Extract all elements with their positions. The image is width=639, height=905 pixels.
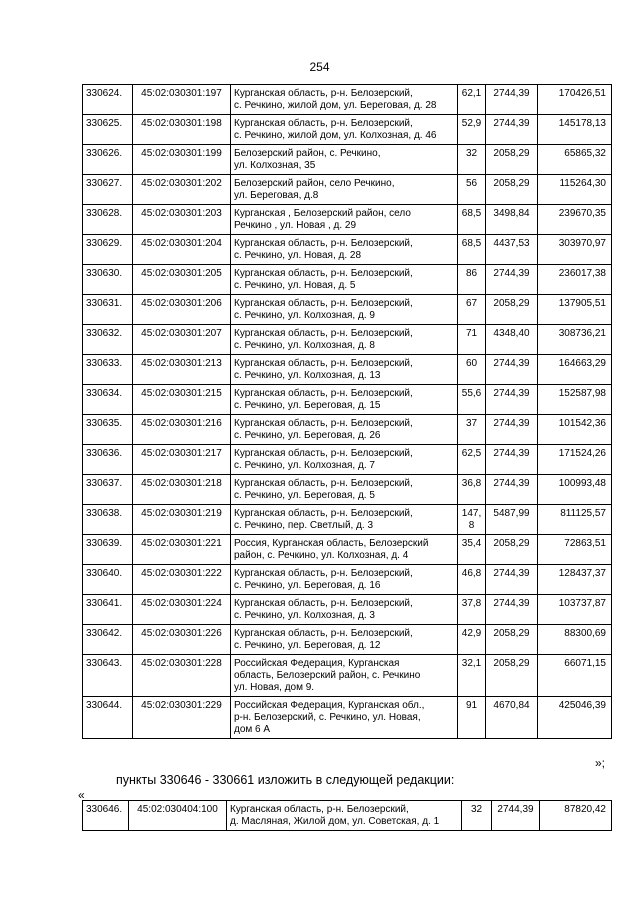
address-cell [231,175,458,205]
table-row [83,415,612,445]
address-cell [231,445,458,475]
rate-cell: 2744,39 [486,565,538,595]
rate-cell: 2744,39 [486,445,538,475]
address-line: р-н. Белозерский, с. Речкино, ул. Новая, [234,712,421,723]
area-cell: 46,8 [458,565,486,595]
cadastral-number-cell: 45:02:030301:218 [133,475,231,505]
row-number-cell: 330630. [83,265,133,295]
area-cell: 62,1 [458,85,486,115]
area-cell: 71 [458,325,486,355]
address-cell [231,697,458,739]
area-cell: 147,8 [458,505,486,535]
address-line: Курганская область, р-н. Белозерский, [234,358,413,369]
rate-cell: 2058,29 [486,655,538,697]
row-number-cell: 330631. [83,295,133,325]
value-cell: 145178,13 [538,115,612,145]
value-cell: 65865,32 [538,145,612,175]
table-row [83,175,612,205]
area-cell: 67 [458,295,486,325]
rate-cell: 2744,39 [486,355,538,385]
area-cell: 68,5 [458,205,486,235]
value-cell: 128437,37 [538,565,612,595]
closing-quote: »; [595,756,606,770]
rate-cell: 2744,39 [486,385,538,415]
area-cell: 32,1 [458,655,486,697]
cadastral-number-cell: 45:02:030301:221 [133,535,231,565]
rate-cell: 2058,29 [486,625,538,655]
area-cell: 35,4 [458,535,486,565]
address-cell [231,595,458,625]
value-cell: 171524,26 [538,445,612,475]
address-line: ул. Береговая, д.8 [234,190,319,201]
address-cell [231,235,458,265]
page-number: 254 [309,60,330,74]
area-cell: 37,8 [458,595,486,625]
value-cell: 88300,69 [538,625,612,655]
rate-cell: 4348,40 [486,325,538,355]
address-line: Российская Федерация, Курганская [234,658,400,669]
address-line: Российская Федерация, Курганская обл., [234,700,425,711]
area-cell: 62,5 [458,445,486,475]
value-cell: 137905,51 [538,295,612,325]
row-number-cell: 330644. [83,697,133,739]
address-line: Курганская область, р-н. Белозерский, [234,508,413,519]
address-line: область, Белозерский район, с. Речкино [234,670,421,681]
address-cell [231,475,458,505]
row-number-cell: 330629. [83,235,133,265]
rate-cell: 2744,39 [486,85,538,115]
rate-cell: 2058,29 [486,145,538,175]
cadastral-number-cell: 45:02:030301:199 [133,145,231,175]
address-line: с. Речкино, ул. Береговая, д. 15 [234,400,381,411]
row-number-cell: 330624. [83,85,133,115]
address-line: ул. Колхозная, 35 [234,160,316,171]
address-cell [231,205,458,235]
address-cell [231,505,458,535]
cadastral-number-cell: 45:02:030301:215 [133,385,231,415]
area-cell: 52,9 [458,115,486,145]
cadastral-number-cell: 45:02:030301:213 [133,355,231,385]
value-cell: 303970,97 [538,235,612,265]
value-cell: 100993,48 [538,475,612,505]
rate-cell: 3498,84 [486,205,538,235]
property-table-continued-body [83,801,612,831]
table-row [83,325,612,355]
address-cell [227,801,462,831]
address-line: Курганская область, р-н. Белозерский, [234,388,413,399]
address-line: с. Речкино, ул. Новая, д. 28 [234,250,362,261]
address-cell [231,655,458,697]
row-number-cell: 330639. [83,535,133,565]
row-number-cell: 330642. [83,625,133,655]
rate-cell: 2058,29 [486,295,538,325]
cadastral-number-cell: 45:02:030301:198 [133,115,231,145]
address-line: Курганская область, р-н. Белозерский, [234,418,413,429]
value-cell: 308736,21 [538,325,612,355]
address-line: Курганская область, р-н. Белозерский, [234,268,413,279]
address-line: с. Речкино, ул. Новая, д. 5 [234,280,356,291]
address-line: район, с. Речкино, ул. Колхозная, д. 4 [234,550,409,561]
area-cell: 68,5 [458,235,486,265]
value-cell: 66071,15 [538,655,612,697]
table-row [83,697,612,739]
cadastral-number-cell: 45:02:030301:202 [133,175,231,205]
row-number-cell: 330636. [83,445,133,475]
address-cell [231,85,458,115]
address-line: Курганская область, р-н. Белозерский, [234,598,413,609]
cadastral-number-cell: 45:02:030301:216 [133,415,231,445]
property-table [82,84,612,739]
address-line: Белозерский район, село Речкино, [234,178,395,189]
row-number-cell: 330635. [83,415,133,445]
cadastral-number-cell: 45:02:030301:206 [133,295,231,325]
table-row [83,535,612,565]
table-row [83,565,612,595]
address-cell [231,325,458,355]
value-cell: 152587,98 [538,385,612,415]
address-line: с. Речкино, жилой дом, ул. Береговая, д. 28 [234,100,437,111]
row-number-cell: 330633. [83,355,133,385]
address-line: с. Речкино, ул. Береговая, д. 5 [234,490,375,501]
address-line: Курганская область, р-н. Белозерский, [234,298,413,309]
address-line: с. Речкино, ул. Колхозная, д. 3 [234,610,375,621]
row-number-cell: 330625. [83,115,133,145]
address-line: Курганская область, р-н. Белозерский, [234,628,413,639]
value-cell: 87820,42 [540,801,612,831]
table-row [83,205,612,235]
cadastral-number-cell: 45:02:030301:217 [133,445,231,475]
cadastral-number-cell: 45:02:030301:228 [133,655,231,697]
cadastral-number-cell: 45:02:030404:100 [129,801,227,831]
table-row [83,595,612,625]
table-row [83,385,612,415]
address-cell [231,265,458,295]
address-line: с. Речкино, ул. Береговая, д. 26 [234,430,381,441]
cadastral-number-cell: 45:02:030301:207 [133,325,231,355]
value-cell: 811125,57 [538,505,612,535]
address-line: с. Речкино, ул. Колхозная, д. 9 [234,310,375,321]
address-line: Курганская область, р-н. Белозерский, [234,568,413,579]
cadastral-number-cell: 45:02:030301:219 [133,505,231,535]
area-cell: 56 [458,175,486,205]
row-number-cell: 330640. [83,565,133,595]
cadastral-number-cell: 45:02:030301:229 [133,697,231,739]
table-row [83,295,612,325]
cadastral-number-cell: 45:02:030301:205 [133,265,231,295]
address-cell [231,415,458,445]
address-cell [231,535,458,565]
area-cell: 91 [458,697,486,739]
table-row [83,625,612,655]
table-row [83,475,612,505]
row-number-cell: 330646. [83,801,129,831]
cadastral-number-cell: 45:02:030301:204 [133,235,231,265]
value-cell: 101542,36 [538,415,612,445]
address-line: Курганская , Белозерский район, село [234,208,411,219]
cadastral-number-cell: 45:02:030301:197 [133,85,231,115]
row-number-cell: 330628. [83,205,133,235]
table-row [83,235,612,265]
cadastral-number-cell: 45:02:030301:226 [133,625,231,655]
address-cell [231,565,458,595]
rate-cell: 2744,39 [486,595,538,625]
address-cell [231,145,458,175]
rate-cell: 2744,39 [486,475,538,505]
table-row [83,505,612,535]
area-cell: 42,9 [458,625,486,655]
address-line: с. Речкино, ул. Береговая, д. 12 [234,640,381,651]
value-cell: 170426,51 [538,85,612,115]
rate-cell: 2058,29 [486,535,538,565]
table-row [83,355,612,385]
property-table-continued [82,800,612,831]
area-cell: 60 [458,355,486,385]
table-row [83,801,612,831]
address-cell [231,625,458,655]
value-cell: 115264,30 [538,175,612,205]
row-number-cell: 330632. [83,325,133,355]
address-cell [231,385,458,415]
address-line: с. Речкино, ул. Колхозная, д. 8 [234,340,375,351]
address-line: Курганская область, р-н. Белозерский, [230,804,409,815]
value-cell: 239670,35 [538,205,612,235]
value-cell: 72863,51 [538,535,612,565]
table-row [83,445,612,475]
address-line: с. Речкино, ул. Колхозная, д. 7 [234,460,375,471]
area-cell: 32 [458,145,486,175]
row-number-cell: 330643. [83,655,133,697]
value-cell: 236017,38 [538,265,612,295]
row-number-cell: 330626. [83,145,133,175]
value-cell: 425046,39 [538,697,612,739]
address-cell [231,295,458,325]
address-line: Белозерский район, с. Речкино, [234,148,381,159]
address-cell [231,115,458,145]
address-line: с. Речкино, ул. Колхозная, д. 13 [234,370,381,381]
row-number-cell: 330638. [83,505,133,535]
property-table-body [83,85,612,739]
row-number-cell: 330627. [83,175,133,205]
area-cell: 32 [462,801,492,831]
cadastral-number-cell: 45:02:030301:203 [133,205,231,235]
table-row [83,85,612,115]
opening-quote: « [78,788,85,802]
table-row [83,115,612,145]
address-line: Курганская область, р-н. Белозерский, [234,478,413,489]
address-line: ул. Новая, дом 9. [234,682,315,693]
area-cell: 36,8 [458,475,486,505]
address-line: Курганская область, р-н. Белозерский, [234,118,413,129]
address-line: Курганская область, р-н. Белозерский, [234,238,413,249]
cadastral-number-cell: 45:02:030301:222 [133,565,231,595]
row-number-cell: 330637. [83,475,133,505]
rate-cell: 2744,39 [486,115,538,145]
address-line: Россия, Курганская область, Белозерский [234,538,429,549]
row-number-cell: 330641. [83,595,133,625]
area-cell: 37 [458,415,486,445]
area-cell: 86 [458,265,486,295]
table-row [83,655,612,697]
address-line: с. Речкино, жилой дом, ул. Колхозная, д. 46 [234,130,437,141]
value-cell: 103737,87 [538,595,612,625]
instruction-text: пункты 330646 - 330661 изложить в следующей редакции: [116,773,455,787]
row-number-cell: 330634. [83,385,133,415]
address-line: Курганская область, р-н. Белозерский, [234,88,413,99]
rate-cell: 2744,39 [486,265,538,295]
cadastral-number-cell: 45:02:030301:224 [133,595,231,625]
address-line: Курганская область, р-н. Белозерский, [234,448,413,459]
address-line: Курганская область, р-н. Белозерский, [234,328,413,339]
address-line: с. Речкино, пер. Светлый, д. 3 [234,520,374,531]
rate-cell: 4437,53 [486,235,538,265]
value-cell: 164663,29 [538,355,612,385]
address-line: д. Масляная, Жилой дом, ул. Советская, д. 1 [230,816,440,827]
address-line: дом 6 А [234,724,271,735]
table-row [83,145,612,175]
rate-cell: 2744,39 [492,801,540,831]
rate-cell: 2058,29 [486,175,538,205]
rate-cell: 4670,84 [486,697,538,739]
address-line: с. Речкино, ул. Береговая, д. 16 [234,580,381,591]
address-line: Речкино , ул. Новая , д. 29 [234,220,357,231]
rate-cell: 5487,99 [486,505,538,535]
table-row [83,265,612,295]
address-cell [231,355,458,385]
rate-cell: 2744,39 [486,415,538,445]
area-cell: 55,6 [458,385,486,415]
